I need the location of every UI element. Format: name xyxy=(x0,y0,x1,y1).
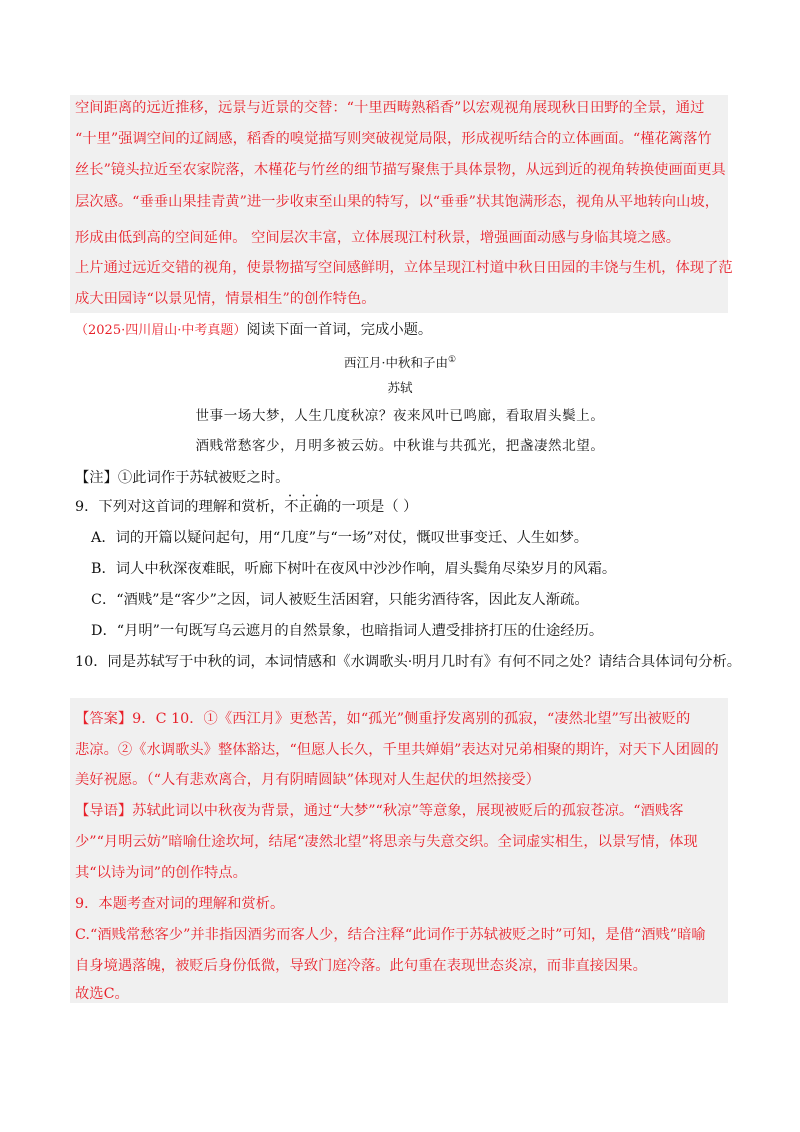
answer-line-2: 悲凉。②《水调歌头》整体豁达，“但愿人长久，千里共婵娟”表达对兄弟相聚的期许，对天下人团圆的 xyxy=(75,742,719,758)
poem-line-1: 世事一场大梦，人生几度秋凉？夜来风叶已鸣廊，看取眉头鬓上。 xyxy=(195,408,605,424)
answer-line-7: 9．本题考查对词的理解和赏析。 xyxy=(75,896,285,912)
poem-note: 【注】①此词作于苏轼被贬之时。 xyxy=(75,470,290,486)
poem-author: 苏轼 xyxy=(387,380,413,395)
option-a: A．词的开篇以疑问起句，用“几度”与“一场”对仗，慨叹世事变迁、人生如梦。 xyxy=(91,530,589,546)
answer-line-5: 少”“月明云妨”暗喻仕途坎坷，结尾“凄然北望”将思亲与失意交织。全词虚实相生，以景写情，体现 xyxy=(75,834,698,850)
poem-title-note: ① xyxy=(447,355,457,365)
question-source: （2025·四川眉山·中考真题） xyxy=(75,323,247,338)
top-line-3: 丝长”镜头拉近至农家院落，木槿花与竹丝的细节描写聚焦于具体景物，从远到近的视角转换使画面更具 xyxy=(75,162,726,178)
top-line-4: 层次感。“垂垂山果挂青黄”进一步收束至山果的特写，以“垂垂”状其饱满形态，视角从平地转向山坡， xyxy=(75,194,719,210)
top-line-1: 空间距离的远近推移，远景与近景的交替：“十里西畴熟稻香”以宏观视角展现秋日田野的全景，通过 xyxy=(75,100,705,116)
option-b: B．词人中秋深夜难眠，听廊下树叶在夜风中沙沙作响，眉头鬓角尽染岁月的风霜。 xyxy=(91,561,617,577)
answer-line-3: 美好祝愿。（“人有悲欢离合，月有阴晴圆缺”体现对人生起伏的坦然接受） xyxy=(75,772,540,788)
q9-prefix: 9．下列对这首词的理解和赏析， xyxy=(75,499,285,515)
answer-line-10: 故选C。 xyxy=(75,986,129,1002)
top-line-7: 成大田园诗“以景见情，情景相生”的创作特色。 xyxy=(75,291,376,307)
option-d: D．“月明”一句既写乌云遮月的自然景象，也暗指词人遭受排挤打压的仕途经历。 xyxy=(91,623,604,639)
q9-emphasis: • • • 不正确 xyxy=(284,499,327,515)
question-instruction: 阅读下面一首词，完成小题。 xyxy=(246,322,433,338)
top-line-5: 形成由低到高的空间延伸。 空间层次丰富，立体展现江村秋景，增强画面动感与身临其境之感。 xyxy=(75,230,681,246)
question-header xyxy=(75,320,432,341)
poem-line-2: 酒贱常愁客少，月明多被云妨。中秋谁与共孤光，把盏凄然北望。 xyxy=(195,438,605,454)
poem-title-text: 西江月·中秋和子由 xyxy=(343,355,448,371)
option-c: C．“酒贱”是“客少”之因，词人被贬生活困窘，只能劣酒待客，因此友人渐疏。 xyxy=(91,592,589,608)
answer-line-4: 【导语】苏轼此词以中秋夜为背景，通过“大梦”“秋凉”等意象，展现被贬后的孤寂苍凉。“酒贱客 xyxy=(75,803,684,819)
answer-line-1: 【答案】9．C 10．①《西江月》更愁苦，如“孤光”侧重抒发离别的孤寂，“凄然北望”写出被贬的 xyxy=(75,711,691,727)
answer-line-6: 其“以诗为词”的创作特点。 xyxy=(75,865,247,881)
q9-suffix: 的一项是（ ） xyxy=(327,499,418,515)
top-line-6: 上片通过远近交错的视角，使景物描写空间感鲜明，立体呈现江村道中秋日田园的丰饶与生机，体现了范 xyxy=(75,260,733,276)
answer-line-8: C.“酒贱常愁客少”并非指因酒劣而客人少，结合注释“此词作于苏轼被贬之时”可知，是借“酒贱”暗喻 xyxy=(75,927,706,943)
answer-line-9: 自身境遇落魄，被贬后身份低微，导致门庭冷落。此句重在表现世态炎凉，而非直接因果。 xyxy=(75,958,647,974)
question-10: 10．同是苏轼写于中秋的词，本词情感和《水调歌头·明月几时有》有何不同之处？请结合具体词句分析。 xyxy=(75,654,742,670)
poem-title xyxy=(0,350,800,373)
top-line-2: “十里”强调空间的辽阔感，稻香的嗅觉描写则突破视觉局限，形成视听结合的立体画面。“槿花篱落竹 xyxy=(75,131,712,147)
question-9 xyxy=(75,497,417,517)
